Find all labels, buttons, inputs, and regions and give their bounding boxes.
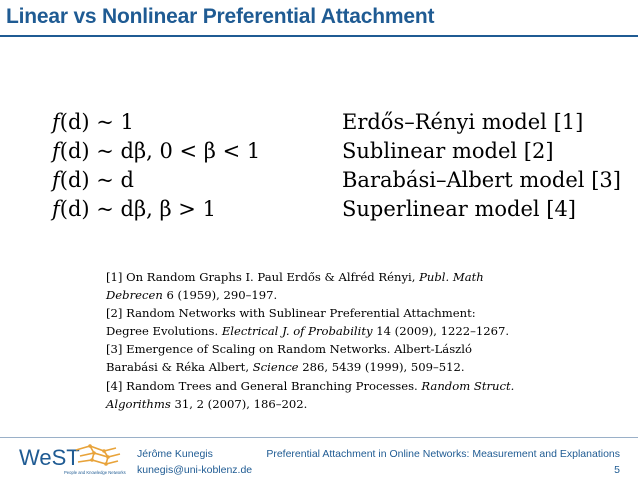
reference-italic: Science xyxy=(252,360,299,375)
talk-block xyxy=(266,446,620,478)
reference-text: [4] Random Trees and General Branching Processes. xyxy=(106,378,422,393)
reference-text: Barabási & Réka Albert, xyxy=(106,360,253,375)
west-logo xyxy=(18,442,126,476)
slide-title: Linear vs Nonlinear Preferential Attachment xyxy=(6,5,435,28)
function-symbol: f xyxy=(52,197,60,221)
reference-italic: Random Struct. xyxy=(421,378,515,393)
reference-text: 6 (1959), 290–197. xyxy=(162,288,278,303)
reference-text: 286, 5439 (1999), 509–512. xyxy=(298,360,465,375)
talk-title: Preferential Attachment in Online Networks: Measurement and Explanations xyxy=(266,448,620,460)
logo-wordmark: WeST xyxy=(19,445,80,470)
equation-formula xyxy=(52,195,216,224)
reference-italic: Algorithms xyxy=(106,396,171,411)
function-symbol: f xyxy=(52,110,60,134)
formula-text: (d) ~ dβ, β > 1 xyxy=(59,197,216,221)
reference-italic: Publ. Math xyxy=(419,270,484,284)
reference-text: [1] On Random Graphs I. Paul Erdős & Alfréd Rényi, xyxy=(106,270,420,284)
formula-text: (d) ~ d xyxy=(59,168,134,192)
formula-text: (d) ~ dβ, 0 < β < 1 xyxy=(59,139,261,163)
references-list xyxy=(106,268,546,413)
equation-formula xyxy=(52,108,134,137)
reference-text: 14 (2009), 1222–1267. xyxy=(372,324,510,339)
footer-divider xyxy=(0,437,638,438)
function-symbol: f xyxy=(52,139,60,163)
page-number: 5 xyxy=(614,464,620,476)
title-divider xyxy=(0,35,638,37)
formula-text: (d) ~ 1 xyxy=(59,110,134,134)
reference-line xyxy=(106,268,546,286)
model-name: Sublinear model [2] xyxy=(342,139,554,163)
reference-text: 31, 2 (2007), 186–202. xyxy=(170,396,308,411)
model-name: Barabási–Albert model [3] xyxy=(342,168,621,192)
reference-line xyxy=(106,358,546,376)
reference-text: Degree Evolutions. xyxy=(106,324,222,339)
author-name: Jérôme Kunegis xyxy=(137,448,213,460)
reference-line xyxy=(106,286,546,304)
model-name: Superlinear model [4] xyxy=(342,197,577,221)
author-email: kunegis@uni-koblenz.de xyxy=(137,464,253,476)
reference-text: [3] Emergence of Scaling on Random Networks. Albert-László xyxy=(106,342,472,357)
equation-formula xyxy=(52,137,260,166)
reference-line xyxy=(106,395,546,413)
reference-line xyxy=(106,377,546,395)
logo-network-graphic xyxy=(76,444,120,466)
reference-italic: Electrical J. of Probability xyxy=(221,324,373,339)
logo-subtitle: People and Knowledge Networks xyxy=(64,470,126,475)
reference-line xyxy=(106,304,546,322)
reference-text: [2] Random Networks with Sublinear Preferential Attachment: xyxy=(106,306,476,321)
equation-formula xyxy=(52,166,134,195)
function-symbol: f xyxy=(52,168,60,192)
reference-italic: Debrecen xyxy=(106,288,163,303)
reference-line xyxy=(106,340,546,358)
reference-line xyxy=(106,322,546,340)
model-name: Erdős–Rényi model [1] xyxy=(342,110,584,134)
author-block xyxy=(137,446,252,478)
